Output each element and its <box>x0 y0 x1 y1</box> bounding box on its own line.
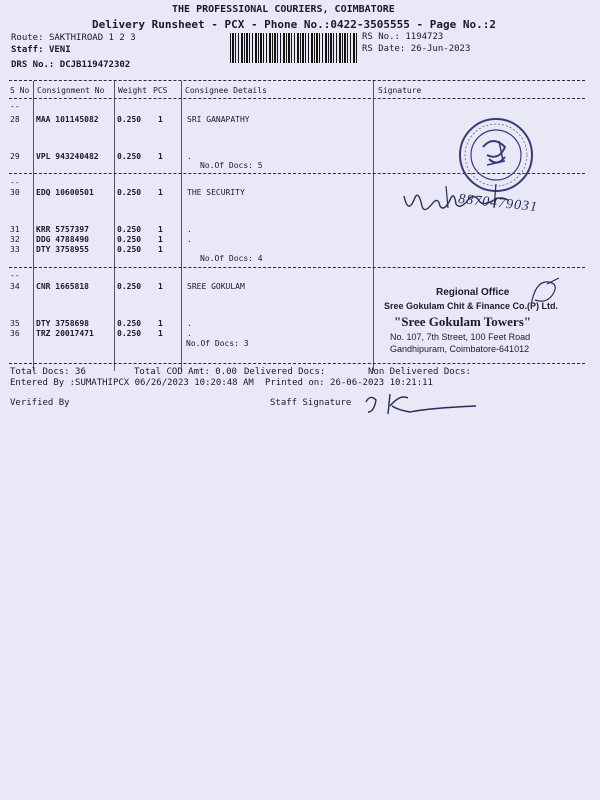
row-consignee: THE SECURITY <box>187 188 245 197</box>
row-weight: 0.250 <box>117 282 142 291</box>
stamp-line-3: "Sree Gokulam Towers" <box>394 314 531 329</box>
column-header-consignee: Consignee Details <box>185 86 267 95</box>
group-rule <box>9 267 585 268</box>
column-header-consignment: Consignment No <box>37 86 105 95</box>
row-weight: 0.250 <box>117 319 142 328</box>
total-cod: Total COD Amt: 0.00 <box>134 367 237 377</box>
row-pcs: 1 <box>158 235 163 244</box>
rs-date-label: RS Date: <box>362 44 406 54</box>
col-divider <box>373 340 374 363</box>
row-consignment-no: EDQ 10600501 <box>36 188 94 197</box>
row-sno: 29 <box>10 152 20 161</box>
row-consignee: SRI GANAPATHY <box>187 115 250 124</box>
row-consignment-no: VPL 943240482 <box>36 152 99 161</box>
staff-signature-label: Staff Signature <box>270 398 352 408</box>
stamp-line-4: No. 107, 7th Street, 100 Feet Road <box>390 332 531 342</box>
drs-info <box>11 60 130 70</box>
rs-no-label: RS No.: <box>362 32 400 42</box>
row-weight: 0.250 <box>117 115 142 124</box>
row-pcs: 1 <box>158 245 163 254</box>
row-sno: 28 <box>10 115 20 124</box>
stamp-line-2: Sree Gokulam Chit & Finance Co.(P) Ltd. <box>384 301 559 311</box>
group-docs-count: No.Of Docs: 5 <box>200 161 263 170</box>
row-weight: 0.250 <box>117 329 142 338</box>
row-sno: 33 <box>10 245 20 254</box>
column-header-pcs: PCS <box>153 86 168 95</box>
staff-value: VENI <box>48 45 71 55</box>
row-pcs: 1 <box>158 329 163 338</box>
header-bottom-rule <box>9 98 585 99</box>
rs-date-value: 26-Jun-2023 <box>410 44 471 54</box>
staff-info <box>11 45 71 55</box>
total-docs: Total Docs: 36 <box>10 367 86 377</box>
row-sno: 34 <box>10 282 20 291</box>
column-header-sno: S No <box>10 86 30 95</box>
row-consignee: . <box>187 235 192 244</box>
receiver-phone: 8870479031 <box>457 191 539 216</box>
row-weight: 0.250 <box>117 152 142 161</box>
route-label: Route: <box>11 33 44 43</box>
table-row <box>0 245 600 257</box>
non-delivered-docs: Non Delivered Docs: <box>368 367 471 377</box>
row-sno: 30 <box>10 188 20 197</box>
route-info <box>11 33 136 43</box>
printed-on: Printed on: 26-06-2023 10:21:11 <box>265 378 433 388</box>
row-weight: 0.250 <box>117 225 142 234</box>
stamp-line-1: Regional Office <box>436 287 510 298</box>
group-docs-count: No.Of Docs: 4 <box>200 254 263 263</box>
row-pcs: 1 <box>158 282 163 291</box>
group-separator-mark: -- <box>10 178 20 187</box>
row-consignee: . <box>187 319 192 328</box>
footer-rule <box>9 363 585 364</box>
row-consignment-no: TRZ 20017471 <box>36 329 94 338</box>
row-consignment-no: MAA 101145082 <box>36 115 99 124</box>
header-top-rule <box>9 80 585 81</box>
row-consignee: . <box>187 329 192 338</box>
row-weight: 0.250 <box>117 235 142 244</box>
row-sno: 32 <box>10 235 20 244</box>
row-consignment-no: DDG 4788490 <box>36 235 89 244</box>
row-pcs: 1 <box>158 115 163 124</box>
drs-value: DCJB119472302 <box>59 60 131 70</box>
row-consignee: SREE GOKULAM <box>187 282 245 291</box>
group-separator-mark: -- <box>10 102 20 111</box>
drs-label: DRS No.: <box>11 60 55 70</box>
row-pcs: 1 <box>158 152 163 161</box>
entered-by: Entered By :SUMATHIPCX 06/26/2023 10:20:48 AM <box>10 378 254 388</box>
row-pcs: 1 <box>158 319 163 328</box>
row-sno: 31 <box>10 225 20 234</box>
rs-no-value: 1194723 <box>405 32 444 42</box>
group-separator-mark: -- <box>10 271 20 280</box>
column-header-signature: Signature <box>378 86 422 95</box>
barcode <box>230 33 358 63</box>
route-value: SAKTHIROAD 1 2 3 <box>48 33 136 43</box>
runsheet-subtitle: Delivery Runsheet - PCX - Phone No.:0422-3505555 - Page No.:2 <box>92 18 496 31</box>
column-header-weight: Weight <box>118 86 147 95</box>
row-consignment-no: KRR 5757397 <box>36 225 89 234</box>
verified-by: Verified By <box>10 398 70 408</box>
row-weight: 0.250 <box>117 245 142 254</box>
row-pcs: 1 <box>158 188 163 197</box>
stamp-signature <box>525 276 565 312</box>
row-sno: 35 <box>10 319 20 328</box>
row-weight: 0.250 <box>117 188 142 197</box>
row-pcs: 1 <box>158 225 163 234</box>
delivered-docs: Delivered Docs: <box>244 367 326 377</box>
row-consignment-no: CNR 1665818 <box>36 282 89 291</box>
row-consignment-no: DTY 3758955 <box>36 245 89 254</box>
rs-no-info <box>362 32 443 42</box>
staff-label: Staff: <box>11 45 44 55</box>
rs-date-info <box>362 44 470 54</box>
group-docs-count: No.Of Docs: 3 <box>186 339 249 348</box>
company-title: THE PROFESSIONAL COURIERS, COIMBATORE <box>172 4 395 15</box>
row-consignee: . <box>187 225 192 234</box>
row-consignment-no: DTY 3758698 <box>36 319 89 328</box>
staff-signature <box>360 390 480 420</box>
stamp-line-5: Gandhipuram, Coimbatore-641012 <box>390 344 530 354</box>
row-consignee: . <box>187 152 192 161</box>
row-sno: 36 <box>10 329 20 338</box>
